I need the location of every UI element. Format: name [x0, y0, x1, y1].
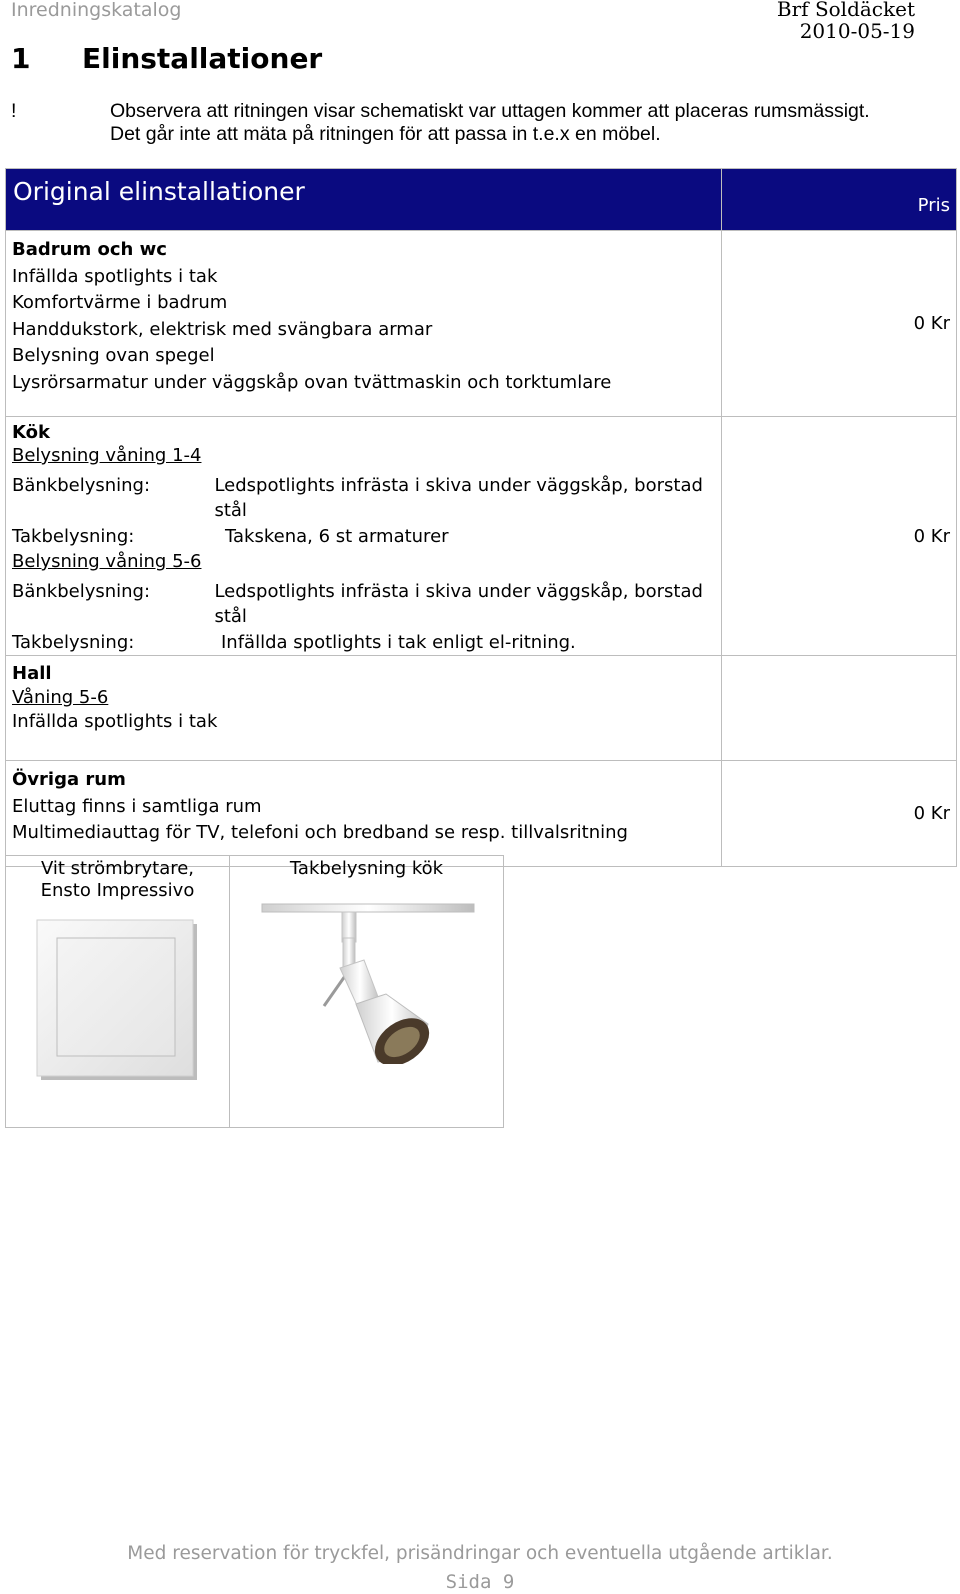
table-row-kok	[6, 417, 957, 656]
table-title-cell	[6, 169, 722, 231]
spec-key: Takbelysning:	[12, 631, 135, 653]
header-catalog-label: Inredningskatalog	[11, 0, 182, 21]
ovriga-section	[6, 761, 721, 847]
table-row-badrum	[6, 231, 957, 417]
section-number: 1	[11, 42, 31, 75]
badrum-line: Infällda spotlights i tak	[12, 265, 218, 287]
hall-subheading: Våning 5-6	[12, 687, 109, 708]
spec-value: Infällda spotlights i tak enligt el-ritning.	[221, 631, 576, 653]
kok-price: 0 Kr	[722, 417, 957, 656]
kok-spec-row	[12, 473, 715, 524]
kok-spec-row	[12, 579, 715, 630]
hall-title: Hall	[12, 663, 52, 684]
notice-mark: !	[11, 100, 17, 122]
section-heading	[11, 42, 322, 75]
kok-spec-row	[12, 630, 715, 656]
ovriga-price: 0 Kr	[722, 761, 957, 867]
lamp-caption: Takbelysning kök	[289, 858, 444, 879]
spec-value: Ledspotlights infrästa i skiva under väggskåp, borstad stål	[214, 474, 703, 521]
badrum-line: Lysrörsarmatur under väggskåp ovan tvättmaskin och torktumlare	[12, 371, 612, 393]
kok-section	[6, 417, 721, 655]
table-row-hall	[6, 656, 957, 761]
footer-disclaimer: Med reservation för tryckfel, prisändringar och eventuella utgående artiklar.	[127, 1543, 833, 1564]
notice-text: Observera att ritningen visar schematiskt var uttagen kommer att placeras rumsmässigt. Det går inte att mäta på ritningen för att passa in t.e.x en möbel.	[110, 100, 870, 145]
kok-title: Kök	[12, 422, 50, 443]
track-spotlight-image	[252, 894, 482, 1064]
kok-subheading: Belysning våning 5-6	[12, 551, 202, 572]
section-title: Elinstallationer	[82, 42, 323, 75]
ovriga-title: Övriga rum	[12, 769, 126, 790]
kok-subheading: Belysning våning 1-4	[12, 445, 202, 466]
hall-section	[6, 656, 721, 734]
table-row-ovriga	[6, 761, 957, 867]
badrum-line: Handdukstork, elektrisk med svängbara armar	[12, 318, 433, 340]
badrum-price: 0 Kr	[722, 231, 957, 417]
badrum-section	[6, 231, 721, 396]
header-project-name: Brf Soldäcket	[776, 0, 915, 21]
badrum-line: Belysning ovan spegel	[12, 345, 215, 366]
page-number: Sida 9	[445, 1571, 515, 1593]
spec-value: Takskena, 6 st armaturer	[225, 525, 449, 547]
price-header: Pris	[722, 169, 957, 231]
hall-line: Infällda spotlights i tak	[12, 711, 218, 732]
light-switch-image	[33, 916, 203, 1086]
product-pictures	[5, 855, 504, 1128]
header-date: 2010-05-19	[799, 19, 915, 43]
badrum-title: Badrum och wc	[12, 239, 167, 260]
kok-spec-row	[12, 524, 715, 550]
hall-price	[722, 656, 957, 761]
spec-key: Bänkbelysning:	[12, 474, 151, 496]
spec-key: Bänkbelysning:	[12, 580, 151, 602]
table-header-row	[6, 169, 957, 231]
table-title: Original elinstallationer	[13, 177, 305, 206]
switch-card	[6, 856, 230, 1128]
header-project-info	[777, 0, 915, 42]
spec-key: Takbelysning:	[12, 525, 135, 547]
ovriga-line: Multimediauttag för TV, telefoni och bredband se resp. tillvalsritning	[12, 822, 628, 843]
ovriga-line: Eluttag finns i samtliga rum	[12, 795, 262, 817]
notice	[11, 100, 870, 146]
installations-table	[5, 168, 957, 867]
spec-value: Ledspotlights infrästa i skiva under väggskåp, borstad stål	[214, 580, 703, 627]
switch-caption: Vit strömbrytare, Ensto Impressivo	[40, 858, 195, 901]
lamp-card	[230, 856, 504, 1128]
badrum-line: Komfortvärme i badrum	[12, 292, 228, 313]
